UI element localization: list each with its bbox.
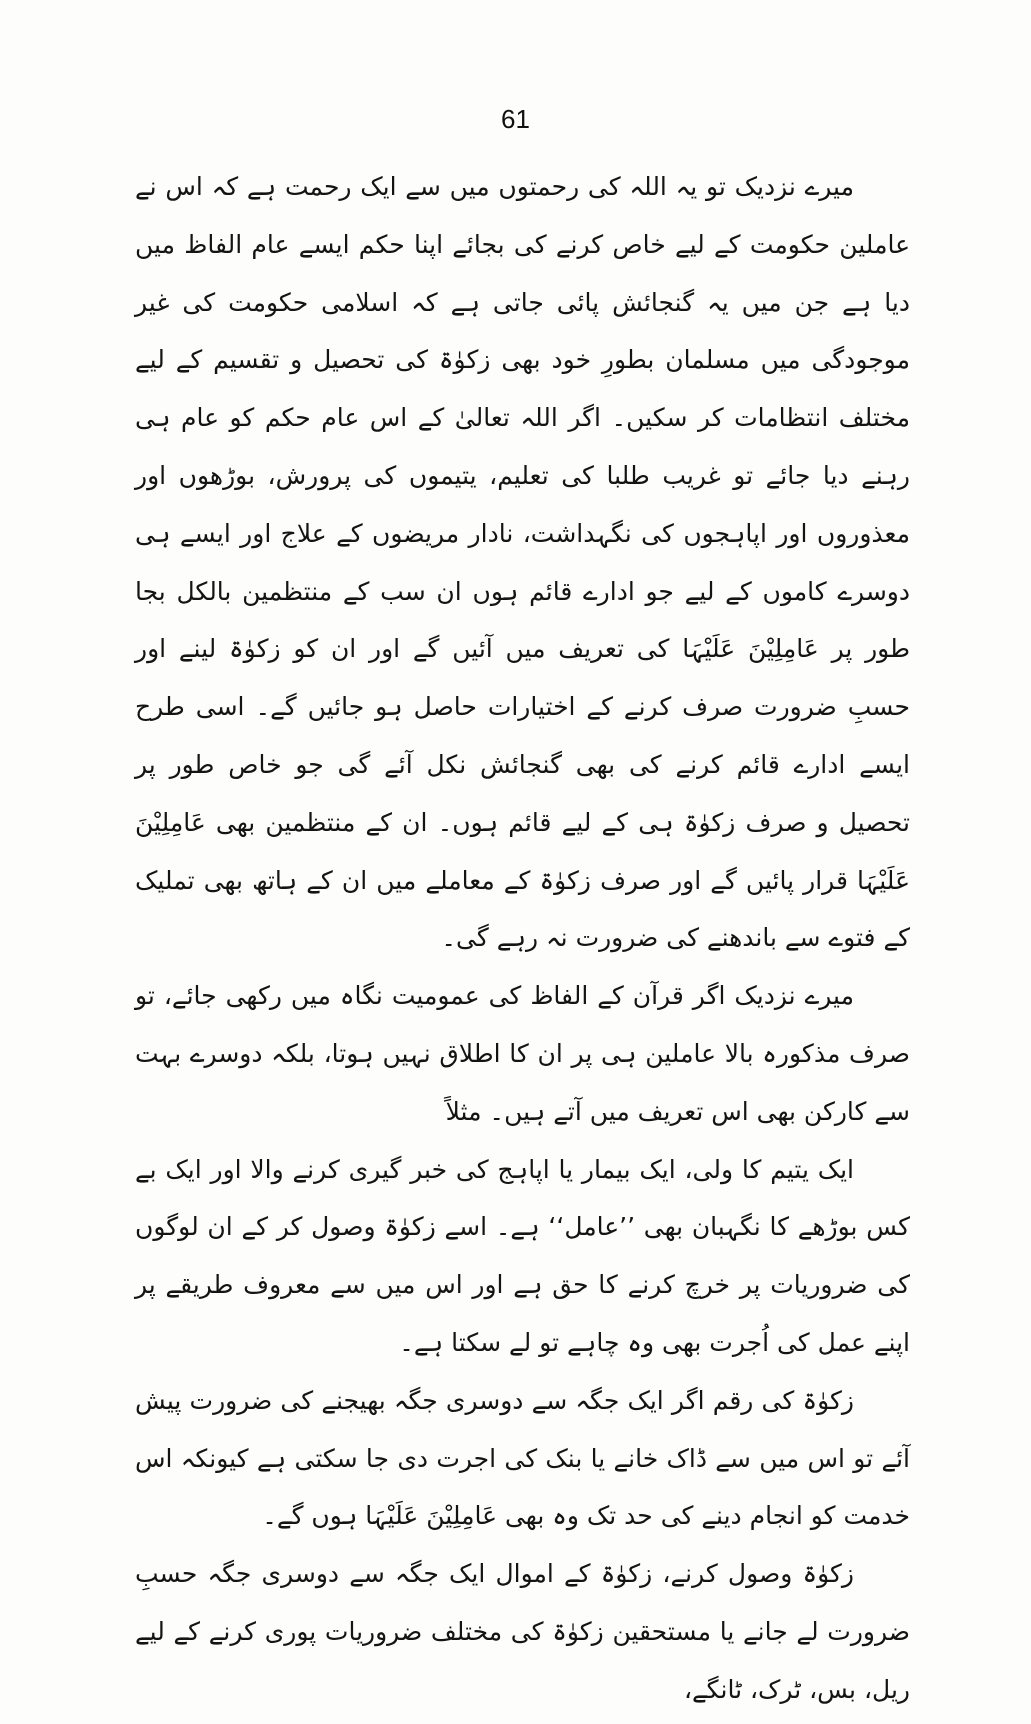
body-text (135, 158, 910, 1719)
paragraph-3: ایک یتیم کا ولی، ایک بیمار یا اپاہج کی خبر گیری کرنے والا اور ایک بے کس بوڑھے کا نگہبان بھی ’’عامل‘‘ ہے۔ اسے زکوٰۃ وصول کر کے ان لوگوں کی ضروریات پر خرچ کرنے کا حق ہے اور اس میں سے معروف طریقے پر اپنے عمل کی اُجرت بھی وہ چاہے تو لے سکتا ہے۔ (135, 1154, 910, 1357)
paragraph-4: زکوٰۃ کی رقم اگر ایک جگہ سے دوسری جگہ بھیجنے کی ضرورت پیش آئے تو اس میں سے ڈاک خانے یا بنک کی اجرت دی جا سکتی ہے کیونکہ اس خدمت کو انجام دینے کی حد تک وہ بھی عَامِلِیْنَ عَلَیْہَا ہوں گے۔ (135, 1385, 910, 1531)
paragraph-2: میرے نزدیک اگر قرآن کے الفاظ کی عمومیت نگاہ میں رکھی جائے، تو صرف مذکورہ بالا عاملین ہی پر ان کا اطلاق نہیں ہوتا، بلکہ دوسرے بہت سے کارکن بھی اس تعریف میں آتے ہیں۔ مثلاً (135, 981, 910, 1126)
page-number: 61 (501, 104, 530, 134)
paragraph-5: زکوٰۃ وصول کرنے، زکوٰۃ کے اموال ایک جگہ سے دوسری جگہ حسبِ ضرورت لے جانے یا مستحقین زکوٰۃ کی مختلف ضروریات پوری کرنے کے لیے ریل، بس، ٹرک، ٹانگے، (135, 1559, 910, 1704)
paragraph-1: میرے نزدیک تو یہ اللہ کی رحمتوں میں سے ایک رحمت ہے کہ اس نے عاملین حکومت کے لیے خاص کرنے کی بجائے اپنا حکم ایسے عام الفاظ میں دیا ہے جن میں یہ گنجائش پائی جاتی ہے کہ اسلامی حکومت کی غیر موجودگی میں مسلمان بطورِ خود بھی زکوٰۃ کی تحصیل و تقسیم کے لیے مختلف انتظامات کر سکیں۔ اگر اللہ تعالیٰ کے اس عام حکم کو عام ہی رہنے دیا جائے تو غریب طلبا کی تعلیم، یتیموں کی پرورش، بوڑھوں اور معذوروں اور اپاہجوں کی نگہداشت، نادار مریضوں کے علاج اور ایسے ہی دوسرے کاموں کے لیے جو ادارے قائم ہوں ان سب کے منتظمین بالکل بجا طور پر عَامِلِیْنَ عَلَیْہَا کی تعریف میں آئیں گے اور ان کو زکوٰۃ لینے اور حسبِ ضرورت صرف کرنے کے اختیارات حاصل ہو جائیں گے۔ اسی طرح ایسے ادارے قائم کرنے کی بھی گنجائش نکل آئے گی جو خاص طور پر تحصیل و صرف زکوٰۃ ہی کے لیے قائم ہوں۔ ان کے منتظمین بھی عَامِلِیْنَ عَلَیْہَا قرار پائیں گے اور صرف زکوٰۃ کے معاملے میں ان کے ہاتھ بھی تملیک کے فتوے سے باندھنے کی ضرورت نہ رہے گی۔ (135, 172, 910, 953)
